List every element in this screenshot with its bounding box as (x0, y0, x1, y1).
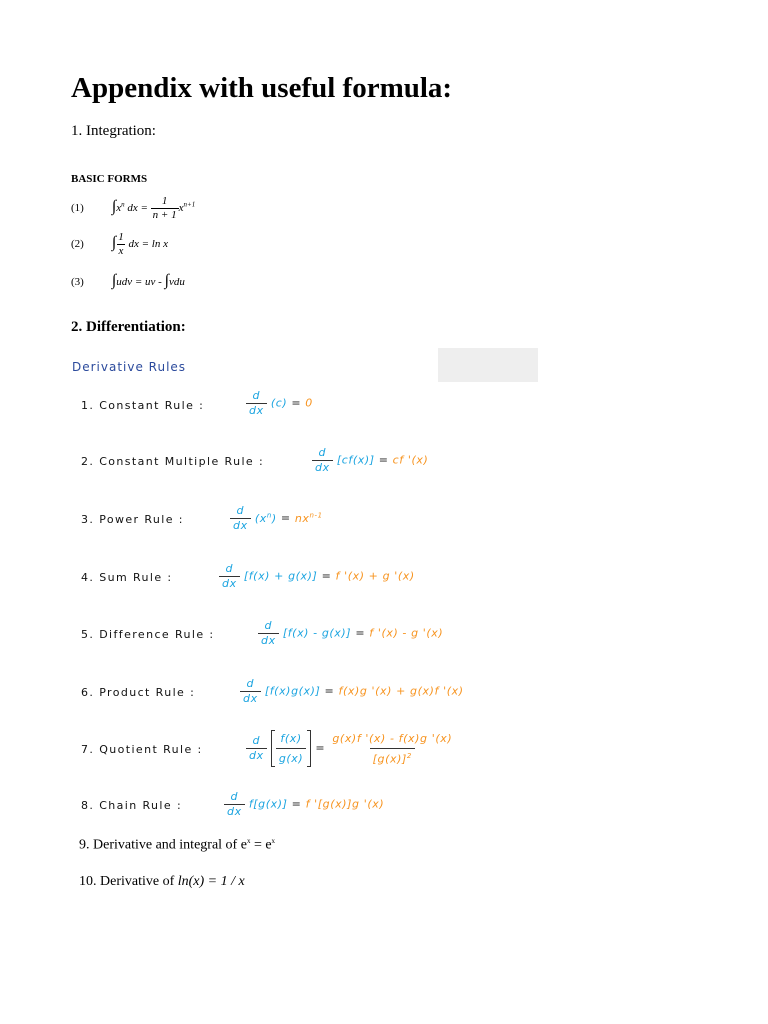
derivative-operator (258, 620, 279, 647)
item-10 (79, 874, 245, 890)
rule-formula-2 (312, 447, 428, 474)
integral-form-3 (71, 272, 185, 290)
rhs-numerator: g(x)f '(x) - f(x)g '(x) (332, 731, 453, 745)
integration-heading: 1. Integration: (71, 123, 156, 139)
integral-sign: ∫ (164, 272, 169, 289)
form-rhs: x (178, 202, 184, 215)
integral-form-1 (71, 196, 195, 221)
dx-denominator: dx (246, 403, 267, 417)
rule-lhs: [f(x) + g(x)] (243, 569, 318, 583)
differentiation-heading: 2. Differentiation: (71, 319, 186, 335)
rule-lhs: (c) (270, 396, 288, 410)
form-part-2: vdu (168, 276, 185, 288)
lhs-numerator: f(x) (280, 732, 302, 745)
rule-rhs: nx (294, 511, 310, 525)
item-9-text: 9. Derivative and integral of e (79, 837, 247, 853)
dx-denominator: dx (219, 576, 240, 590)
form-lhs: x (116, 202, 122, 215)
form-part-1: udv = uv - (116, 276, 162, 288)
rule-rhs: f '[g(x)]g '(x) (305, 797, 385, 811)
lhs-fraction (276, 732, 306, 765)
dx-denominator: dx (224, 804, 245, 818)
rule-label: 1. Constant Rule : (81, 399, 205, 412)
rhs-fraction (329, 732, 455, 766)
exponent: n (266, 510, 272, 519)
d-numerator: d (318, 446, 327, 459)
rule-rhs: f '(x) + g '(x) (335, 569, 415, 583)
rule-lhs: [cf(x)] (336, 453, 375, 467)
equals-sign: = (291, 797, 302, 811)
integral-sign: ∫ (111, 198, 117, 216)
d-numerator: d (225, 562, 234, 575)
fraction-numerator: 1 (161, 195, 168, 207)
derivative-operator (246, 390, 267, 417)
derivative-operator (312, 447, 333, 474)
rule-formula-7 (246, 730, 455, 767)
rule-rhs: f(x)g '(x) + g(x)f '(x) (338, 684, 464, 698)
fraction-numerator: 1 (118, 231, 124, 243)
rule-label: 7. Quotient Rule : (81, 743, 203, 756)
derivative-operator (240, 678, 261, 705)
rule-label: 6. Product Rule : (81, 686, 196, 699)
rule-label: 2. Constant Multiple Rule : (81, 455, 265, 468)
exponent: 2 (406, 751, 412, 760)
derivative-rules-title: Derivative Rules (72, 360, 187, 374)
form-rest: dx = ln x (128, 238, 168, 251)
d-numerator: d (264, 619, 273, 632)
dx-denominator: dx (246, 748, 267, 762)
dx-denominator: dx (230, 518, 251, 532)
rule-rhs: cf '(x) (392, 453, 429, 467)
equals-sign: = (321, 569, 332, 583)
d-numerator: d (236, 504, 245, 517)
equals-sign: = (291, 396, 302, 410)
bracket-group (271, 730, 311, 767)
item-10-text: 10. Derivative of (79, 874, 178, 889)
rule-rhs: 0 (305, 396, 313, 410)
form-lhs-exponent: n (121, 200, 125, 209)
dx-denominator: dx (240, 691, 261, 705)
dx-denominator: dx (258, 633, 279, 647)
d-numerator: d (252, 389, 261, 402)
rule-label: 3. Power Rule : (81, 513, 184, 526)
page-title: Appendix with useful formula: (71, 72, 453, 104)
derivative-operator (246, 735, 267, 762)
form-number: (2) (71, 238, 84, 251)
fraction-denominator: n + 1 (152, 209, 177, 221)
rule-formula-8 (224, 791, 384, 818)
rule-lhs: f[g(x)] (248, 797, 288, 811)
rule-lhs: [f(x) - g(x)] (282, 626, 352, 640)
dx-denominator: dx (312, 460, 333, 474)
d-numerator: d (246, 677, 255, 690)
d-numerator: d (230, 790, 239, 803)
integral-sign: ∫ (111, 272, 117, 289)
equals-sign: = (378, 453, 389, 467)
equals-sign: = (355, 626, 366, 640)
lhs-denominator: g(x) (276, 748, 306, 765)
rule-formula-4 (219, 563, 415, 590)
grey-placeholder-box (438, 348, 538, 382)
rule-formula-6 (240, 678, 464, 705)
form-rhs-exponent: n+1 (183, 200, 196, 209)
exponent: x (246, 837, 251, 845)
exponent: x (271, 837, 276, 845)
item-10-expr: ln(x) = 1 / x (177, 874, 245, 889)
exponent: n-1 (309, 510, 323, 519)
item-9 (79, 837, 275, 854)
integral-form-2 (71, 232, 168, 257)
derivative-operator (224, 791, 245, 818)
basic-forms-heading: BASIC FORMS (71, 173, 148, 185)
equals-sign: = (315, 741, 326, 755)
rule-formula-3 (230, 505, 323, 532)
equals-sign: = (280, 511, 291, 525)
rule-label: 5. Difference Rule : (81, 628, 215, 641)
form-dx: dx = (127, 202, 148, 215)
form-fraction (151, 196, 179, 221)
rule-label: 8. Chain Rule : (81, 799, 183, 812)
derivative-operator (219, 563, 240, 590)
rule-lhs: [f(x)g(x)] (264, 684, 321, 698)
rhs-denominator: [g(x)] (372, 752, 407, 766)
item-9-mid: = e (250, 837, 272, 853)
rule-lhs: (x (254, 511, 267, 525)
form-fraction (116, 232, 126, 257)
derivative-operator (230, 505, 251, 532)
form-number: (1) (71, 202, 84, 215)
rule-rhs: f '(x) - g '(x) (369, 626, 444, 640)
equals-sign: = (324, 684, 335, 698)
d-numerator: d (252, 734, 261, 748)
integral-sign: ∫ (111, 234, 117, 252)
form-number: (3) (71, 276, 84, 288)
rule-lhs-end: ) (271, 511, 277, 525)
rule-formula-5 (258, 620, 443, 647)
rule-formula-1 (246, 390, 313, 417)
rule-label: 4. Sum Rule : (81, 571, 173, 584)
fraction-denominator: x (118, 245, 124, 257)
